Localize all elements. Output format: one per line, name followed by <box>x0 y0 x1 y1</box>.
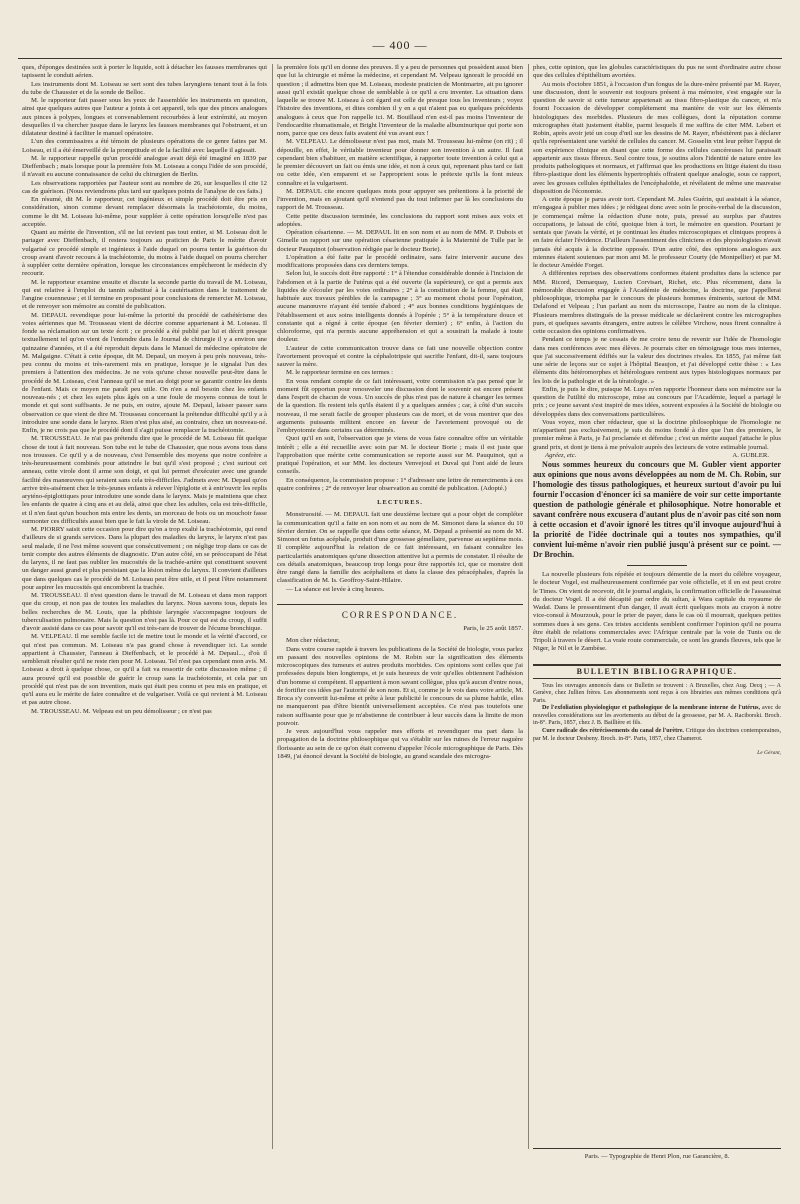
gerant-label: Le Gérant, <box>757 750 781 757</box>
top-rule <box>18 58 782 59</box>
bib-details: avec de nouvelles considérations sur les avortements au début de la grossesse, par M. A. Raciborski. Broch. in-8°. Paris, 1857, chez J. B. Baillière et fils. <box>533 705 781 727</box>
paragraph: Les observations rapportées par l'auteur sont au nombre de 26, sur lesquelles il cite 12 cas de guérison. (Nous reviendrons plus tard sur quelques points de l'analyse de ces faits.) <box>22 179 267 195</box>
bib-entry <box>533 728 781 743</box>
column-divider <box>528 64 529 1149</box>
letter-dateline: Paris, le 25 août 1857. <box>463 625 523 632</box>
bulletin-heading: BULLETIN BIBLIOGRAPHIQUE. <box>533 664 781 679</box>
paragraph: Je veux aujourd'hui vous rappeler mes efforts et revendiquer ma part dans la propagation de la doctrine philosophique qui va s'établir sur les ruines de l'erreur naguère florissante au sein de ce qu'on était convenu d'appeler l'école micrographique de Paris. Dès 1849, j'ai énoncé devant la Société de biologie, au grand scandale des microgra- <box>277 728 523 760</box>
letter-salutation: Mon cher rédacteur, <box>286 637 340 645</box>
column-2 <box>277 64 523 1154</box>
paragraph: M. TROUSSEAU. M. Velpeau est un peu démolisseur ; ce n'est pas <box>31 707 212 715</box>
bib-title: Cure radicale des rétrécissements du canal de l'urètre. <box>542 728 684 735</box>
imprint: Paris. — Typographie de Henri Plon, rue Garancière, 8. <box>533 1148 781 1160</box>
paragraph: Au mois d'octobre 1851, à l'occasion d'un fongus de la dure-mère présenté par M. Rayer, une discussion, dont le souvenir est toujours présent à ma mémoire, s'est engagée sur la question de savoir si cette tumeur appartenait au tissu fibro-plastique du cancer, et m'a fourni l'occasion de développer complétement ma manière de voir sur les éléments histologiques des morbides. Plusieurs de mes collègues, dont la réputation comme micrographes était justement établie, parmi lesquels il me suffira de citer MM. Lebert et Robin, après avoir jeté un coup d'œil sur les dessins de M. Rayer, n'hésitèrent pas à déclarer qu'ils représentaient une variété de cellules du cancer. M. Gosselin vint leur prêter l'appui de son expérience clinique en disant que cette forme des cellules cancéreuses lui paraissait appartenir aux tissus fibreux. Seul contre tous, je soutins alors l'identité de nature entre les produits pathologiques et normaux, et j'affirmai que les productions en litige étaient du tissu fibro-plastique dont les éléments hypertrophiés offraient quelque analogie, sous ce rapport, avec les grosses cellules épithéliales de l'encéphaloïde, et révélaient de même une mauvaise disposition de l'économie. <box>533 80 781 195</box>
paragraph: A cette époque je parus avoir tort. Cependant M. Jules Guérin, qui assistait à la séance, m'engagea à publier mes idées ; je rédigeai donc avec soin le procès-verbal de la discussion, je commençai même la rédaction d'une note, puis, pressé au surplus par d'autres occupations, je laissai de côté, quoique bien à tort, le mémoire en question. Pourtant je sentais que j'avais la vérité, et je continuai les études microscopiques et cliniques propres à en faire éclater l'évidence. D'ailleurs l'assentiment des cliniciens et des physiologistes n'avait jamais été acquis à la doctrine opposée. D'un autre côté, des opinions analogues aux miennes étaient soutenues par mon ami M. le professeur Courty (de Montpellier) et par M. le docteur Amédée Forget. <box>533 196 781 269</box>
paragraph: M. PIORRY saisit cette occasion pour dire qu'on a trop exalté la trachéotomie, qui rend d'ailleurs de si grands services. Dans la plupart des maladies du larynx, le larynx n'est pas seul malade, il ne l'est même souvent que consécutivement ; on néglige trop dans ce cas de tenir compte des autres éléments de diagnostic. D'un autre côté, en se préoccupant de l'état du larynx, il ne faut pas oublier les mucosités de la trachée-artère qui constituent souvent un danger aussi grand et plus persistant que la lésion même du larynx. Il convient d'ailleurs que dans quelques cas le procédé de M. Loiseau peut être utile, et il peut l'être notamment pour aspirer les mucosités qui encombrent la trachée. <box>22 526 267 591</box>
paragraph: phes, cette opinion, que les globules caractéristiques du pus ne sont d'ordinaire autre chose que des cellules d'épithélium avortées. <box>533 64 781 80</box>
paragraph: A différentes reprises des observations conformes étaient produites dans la science par MM. Ricord, Demarquay, Lucien Corvisart, Richet, etc. Plus récemment, dans la mémorable discussion engagée à l'Académie de médecine, la doctrine, que j'appellerai philosophique, triompha par le concours de plusieurs hommes éminents, surtout de MM. Delafond et Velpeau ; l'un parlant au nom du microscope, l'autre au nom de la clinique. Plusieurs membres distingués de la presse médicale se déclarèrent contre les micrographes purs, et quelques savants étrangers, entre autres le célèbre Virchow, nous firent connaître à cette occasion des opinions confirmatives. <box>533 270 781 335</box>
paragraph: M. le rapporteur termine en ces termes : <box>286 369 393 377</box>
paragraph: Vous voyez, mon cher rédacteur, que si la doctrine philosophique de l'homologie ne m'appartient pas exclusivement, je suis du moins fondé à dire que l'un des premiers, le premier même à Paris, je l'ai proclamée et défendue ; c'est un mérite auquel j'attache le plus grand prix, et dont je tiens à me prévaloir auprès des lecteurs de votre estimable journal. <box>533 418 781 451</box>
paragraph: Pendant ce temps je ne cessais de me croire tenu de revenir sur l'idée de l'homologie dans mes conférences avec mes élèves. Je pourrais citer en témoignage tous mes internes, que j'ai successivement édifiés sur la valeur des doctrines rivales. En 1855, j'ai même fait une série de leçons sur ce sujet à l'hôpital Beaujon, et j'ai développé cette thèse : « Les éléments dits hétéromorphes et hétérologues rentrent aux types histologiques normaux par les lois de la pathologie et de la tératologie. » <box>533 336 781 385</box>
page-number: — 400 — <box>372 38 428 52</box>
paragraph: M. VELPEAU. Le démolisseur n'est pas moi, mais M. Trousseau lui-même (on rit) ; il dépouille, en effet, le véritable inventeur pour donner son invention à un autre. Il faut cependant bien s'habituer, en matière scientifique, à rapporter toute invention à celui qui a le premier découvert un fait ou émis une idée, et non à ceux qui, reprenant plus tard ce fait ou cette idée, s'en emparent et se l'approprient sous le prétexte qu'ils la font mieux connaître et la vulgarisent. <box>277 138 523 187</box>
paragraph: M. le rapporteur fait passer sous les yeux de l'assemblée les instruments en question, ainsi que quelques autres que l'auteur a joints à cet appareil, tels que des pinces analogues aux pinces à polypes, longues et convenablement recourbées à leur extrémité, au moyen desquelles il va chercher jusque dans le larynx les fausses membranes qui l'obstruent, et un dilatateur destiné à faciliter le manuel opératoire. <box>22 97 267 137</box>
bib-title: De l'exfoliation physiologique et pathologique de la membrane interne de l'utérus, <box>542 705 760 712</box>
bib-entry <box>533 705 781 728</box>
paragraph: Opération césarienne. — M. DEPAUL lit en son nom et au nom de MM. P. Dubois et Gimelle un rapport sur une opération césarienne pratiquée à la Maternité de Tulle par le docteur Pauquinot (observation rédigée par le docteur Borie). <box>277 229 523 253</box>
separator <box>627 565 687 566</box>
paragraph: ques, d'éponges destinées soit à porter le liquide, soit à détacher les fausses membranes qui tapissent le conduit aérien. <box>22 64 267 80</box>
bulletin-intro: Tous les ouvrages annoncés dans ce Bulletin se trouvent : A Bruxelles, chez Aug. Decq ; — A Genève, chez Jullien frères. Les abonnements sont reçus à ces librairies aux mêmes conditions qu'à Paris. <box>533 682 781 704</box>
column-divider <box>272 64 273 1149</box>
signoff: Agréez, etc. <box>545 451 577 459</box>
signature: A. GUBLER. <box>732 451 769 459</box>
paragraph: En conséquence, la commission propose : 1° d'adresser une lettre de remerciments à ces quatre confrères ; 2° de renvoyer leur observation au comité de publication. (Adopté.) <box>277 476 523 492</box>
paragraph: L'un des commissaires a été témoin de plusieurs opérations de ce genre faites par M. Loiseau, et il a été émerveillé de la promptitude et de la facilité avec laquelle il agissait. <box>22 138 267 154</box>
paragraph: Les instruments dont M. Loiseau se sert sont des tubes laryngiens tenant tout à la fois du tube de Chaussier et de la sonde de Belloc. <box>22 80 267 96</box>
paragraph: Cette petite discussion terminée, les conclusions du rapport sont mises aux voix et adoptées. <box>277 212 523 228</box>
paragraph: Dans votre course rapide à travers les publications de la Société de biologie, vous parlez en passant des nouvelles opinions de M. Robin sur la signification des éléments microscopiques des tumeurs et autres produits morbides. Ces opinions sont celles que j'ai professées depuis bien longtemps, et je suis heureux de voir qu'elles obtiennent l'adhésion d'un homme si compétent. Il appartient à mon savant collègue, plus qu'à aucun d'entre nous, de fortifier ces idées par l'autorité de son nom. Et si, comme je le vois dans votre article, M. Broca s'y convertit lui-même et prête à leur publicité le concours de sa plume habile, elles ne manqueront pas d'être bientôt universellement acceptées. Ce n'est pas toutefois une raison suffisante pour que je m'abstienne de contribuer à leur succès dans la limite de mon pouvoir. <box>277 645 523 727</box>
editor-note: Nous sommes heureux du concours que M. Gubler vient apporter aux opinions que nous avons développées au nom de M. Ch. Robin, sur l'homologie des tissus pathologiques, et heureux surtout d'avoir pu lui fournir l'occasion d'énoncer ici sa manière de voir sur cette importante question de pathologie générale et philosophique. Notre honorable et savant confrère nous excusera d'autant plus de n'avoir pas cité son nom à cette occasion et d'avoir ignoré les titres qu'il invoque aujourd'hui à la priorité de l'idée doctrinale qui a toutes nos sympathies, qu'il convient lui-même n'avoir rien publié jusqu'à présent sur ce point. — Dr Brochin. <box>533 460 781 559</box>
paragraph: — La séance est levée à cinq heures. <box>286 585 385 593</box>
paragraph: M. TROUSSEAU. Je n'ai pas prétendu dire que le procédé de M. Loiseau fût quelque chose de tout à fait nouveau. Son tube est le tube de Chaussier, que nous avons tous dans nos trousses. Ce qu'il y a de nouveau, c'est l'ensemble des moyens que notre confrère a très-heureusement combinés pour atteindre le but qu'il s'est proposé ; c'est surtout cet anneau, cette virole dont il arme son doigt, et qui lui permet d'exécuter avec une grande facilité des manœuvres qui seraient sans cela très-difficiles. J'admets avec M. Depaul qu'on arrive très-aisément chez le très-jeunes enfants à relever l'épiglotte et à entr'ouvrir les replis aryténo-épiglottiques pour introduire une sonde dans le larynx. Mais je maintiens que chez les enfants de quatre à cinq ans et au delà, ainsi que chez les adultes, cela est très-difficile, et il n'en faut qu'un bouchon mis entre les dents, un morceau de bois ou un mouchoir fasse surmonter ces difficultés aussi bien que le fait la virole de M. Loiseau. <box>22 435 267 525</box>
paragraph: M. DEPAUL cite encore quelques mots pour appuyer ses prétentions à la priorité de l'invention, mais en ajoutant qu'il n'entend pas du tout infirmer par là les conclusions du rapport de M. Trousseau. <box>277 187 523 212</box>
paragraph: En vous rendant compte de ce fait intéressant, votre commission n'a pas pensé que le moment fût opportun pour renouveler une discussion dont le souvenir est encore présent dans l'esprit de chacun de vous. Un succès de plus n'est pas de nature à changer les termes de la question. Ils restent tels qu'ils étaient il y a quelques années ; car, à côté d'un succès nouveau, il me serait facile de grouper plusieurs cas de mort, et de vous montrer que des arguments puissants militent encore en faveur de l'avortement provoqué ou de l'embryotomie dans certains cas déterminés. <box>277 377 523 434</box>
paragraph: L'auteur de cette communication trouve dans ce fait une nouvelle objection contre l'avortement provoqué et contre la céphalotripsie qui sacrifie l'enfant, dit-il, sans toujours sauver la mère. <box>277 344 523 368</box>
column-1 <box>22 64 267 1154</box>
column-3 <box>533 64 781 1204</box>
paragraph: Selon lui, le succès doit être rapporté : 1° à l'étendue considérable donnée à l'incision de l'abdomen et à la partie de l'utérus qui a été ouverte (la supérieure), ce qui a permis aux liquides de s'écouler par les voies ordinaires ; 2° à la constitution de la femme, qui était habituée aux travaux pénibles de la campagne ; 3° au moment choisi pour l'opération, aucune manœuvre n'ayant été tentée d'abord ; 4° aux bonnes conditions hygiéniques de l'établissement et aux soins intelligents donnés à l'opérée ; 5° à la température douce et constante qui a régné à cette époque (en février dernier) ; 6° enfin, à l'action du chloroforme, qui n'a permis aucune appréhension et qui a soustrait la malade à toute douleur. <box>277 270 523 344</box>
paragraph: Quoi qu'il en soit, l'observation que je viens de vous faire connaître offre un véritable intérêt ; elle a été recueillie avec soin par M. le docteur Borie ; mais il est juste que l'approbation que mérite cette communication se reporte aussi sur M. Pauquinot, qui a pratiqué l'opération, et sur MM. les docteurs Venvejoul et Duval qui l'ont aidé de leurs conseils. <box>277 435 523 476</box>
news-paragraph: La nouvelle plusieurs fois répétée et toujours démentie de la mort du célèbre voyageur, le docteur Vogel, est malheureusement confirmée par voie officielle, et il en est peut croire le Times. On vient de recevoir, dit le journal anglais, la confirmation officielle de l'assassinat du docteur Vogel. Il a été décapité par ordre du sultan, à Wara capitale du royaume de Wadaï. Dans le pressentiment d'un danger, il avait écrit quelques mots au crayon à notre vice-consul à Mourzouk, pour le prier de payer, dans le cas où il mourrait, quelques petites sommes dues à ses gens. Ces tristes accidents semblent confirmer l'opinion qu'il ne pourra être établi de relations commerciales avec l'Afrique centrale par la voie de Tunis ou de Tripoli à travers le désert. La vraie route commerciale, ce sont les grands fleuves, tels que le Niger, le Nil et le Zambèse. <box>533 571 781 653</box>
paragraph: Monstruosité. — M. DEPAUL fait une deuxième lecture qui a pour objet de compléter la communication qu'il a faite en son nom et au nom de M. Simonot dans la séance du 10 février dernier. On se rappelle que dans cette séance, M. Depaul a présenté au nom de M. Simonot un fœtus acéphale, produit d'une grossesse gémellaire, parvenue au septième mois. Il complète aujourd'hui la relation de ce fait intéressant, en faisant connaître les particularités anatomiques qu'une dissection attentive lui a permis de constater. Il résulte de ces détails anatomiques, beaucoup trop longs pour être rapportés ici, que ce monstre doit être rangé dans la famille des acéphaliens et dans la classe des péracéphales, d'après la classification de M. Is. Geoffroy-Saint-Hilaire. <box>277 511 523 585</box>
section-heading-lectures: LECTURES. <box>377 499 423 506</box>
paragraph: Enfin, je puis le dire, puisque M. Luys m'en rapporte l'honneur dans son mémoire sur la question de l'utilité du microscope, mise au concours par l'Académie, lequel a partagé le prix ; ce jeune savant s'est inspiré de mes idées, souvent exposées à la Société de biologie ou développées dans des conversations particulières. <box>533 385 781 418</box>
paragraph: M. le rapporteur rappelle qu'un procédé analogue avait déjà été imaginé en 1839 par Dieffenbach ; mais lorsque pour la première fois M. Loiseau a conçu l'idée de son procédé, il n'avait eu aucune connaissance de celui du chirurgien de Berlin. <box>22 154 267 179</box>
paragraph: Quant au mérite de l'invention, s'il ne lui revient pas tout entier, si M. Loiseau doit le partager avec Dieffenbach, il restera toujours au praticien de Paris le mérite d'avoir vulgarisé ce procédé simple et ingénieux à l'aide duquel on pourra tenter la guérison du croup avant d'avoir recours à la trachéotomie, du moins à l'aide duquel on pourra chercher à suppléer cette dernière opération, lorsque les circonstances empêcheront le médecin d'y recourir. <box>22 229 267 278</box>
paragraph: M. VELPEAU. Il me semble facile ici de mettre tout le monde et la vérité d'accord, ce qui n'est pas commun. M. Loiseau n'a pas grand chose à revendiquer ici. La sonde appartient à Chaussier, l'anneau à Dieffenbach, et le procédé à M. Depaul..., d'où il semblerait résulter qu'il ne reste rien pour M. Loiseau. Tel n'est pas cependant mon avis. M. Loiseau a droit à quelque chose, ce qu'il a fait va ressortir de cette discussion même ; il aura prouvé qu'il est possible de guérir le croup sans la trachéotomie, et cela par un procédé qui n'est pas de son invention, mais qui était peu connu et peu mis en pratique, et qu'il aura eu le mérite de faire connaître et de vulgariser. Voilà ce qui revient à M. Loiseau et pas autre chose. <box>22 633 267 707</box>
paragraph: M. TROUSSEAU. Il n'est question dans le travail de M. Loiseau et dans mon rapport que du croup, et non pas de toutes les maladies du larynx. Nous savons tous, depuis les belles recherches de M. Louis, que la phthisie laryngée s'accompagne toujours de tuberculisation pulmonaire. Mais la question n'est pas là. Pour ce qui est du croup, il suffit d'avoir assisté dans ce cas pour savoir qu'il est très-rare de trouver de l'écume bronchique. <box>22 592 267 632</box>
paragraph: la première fois qu'il en donne des preuves. Il y a peu de personnes qui possèdent aussi bien que lui la chirurgie et même la médecine, et cependant M. Velpeau ignorait le procédé en question ; il admettra bien que M. Loiseau, modeste praticien de Montmartre, ait pu ignorer aussi qu'il existât quelque chose de semblable à ce qu'il a cru inventer. La situation dans laquelle se trouve M. Loiseau à cet égard est celle de presque tous les inventeurs ; voyez l'histoire des inventions, et dites combien il y en a qui n'aient pas eu quelques précédents analogues à ceux que l'on rappelle ici. M. Bouillaud n'en est-il pas moins l'inventeur de l'endocardite rhumatismale, et Bright l'inventeur de la maladie albuminurique qui porte son nom, parce que ces deux faits avaient été vus avant eux ! <box>277 64 523 137</box>
paragraph: M. le rapporteur examine ensuite et discute la seconde partie du travail de M. Loiseau, qui est relative à l'emploi du tannin substitué à la cautérisation dans le traitement de l'angine couenneuse ; et il termine en proposant pour conclusions de remercier M. Loiseau, et de renvoyer son mémoire au comité de publication. <box>22 278 267 311</box>
paragraph: M. DEPAUL revendique pour lui-même la priorité du procédé de cathétérisme des voies aériennes que M. Trousseau vient de décrire comme appartenant à M. Loiseau. Il fonde sa réclamation sur un texte écrit ; ce procédé a été publié par lui et décrit presque textuellement tel qu'on vient de l'entendre dans le Journal de chirurgie il y a environ une quinzaine d'années, et il a été reproduit depuis dans le Manuel de médecine opératoire de M. Malgaigne. C'était à cette époque, dit M. Depaul, un moyen à peu près nouveau, très-peu connu du moins et très-rarement mis en pratique, lorsque je le signalai l'un des premiers à l'attention des médecins. Je ne vois qu'une chose nouvelle peut-être dans le procédé de M. Loiseau, c'est l'anneau qu'il se met au doigt pour se garantir contre les dents de l'enfant. Mais ce moyen me paraît peu utile. On n'en a nul besoin chez les enfants nouveau-nés ; et chez les sujets plus âgés on a une foule de moyens connus de tout le monde et qui sont suffisants. Je ne puis, en outre, ajoute M. Depaul, laisser passer sans observation ce que vient de dire M. Trousseau concernant la prétendue difficulté qu'il y a à introduire une sonde dans le larynx. Rien n'est plus aisé, au contraire, chez un nouveau-né. Enfin, je ne crois pas que le procédé dont il s'agit puisse remplacer la trachéotomie. <box>22 311 267 434</box>
bib-details: Critique des doctrines contemporaines, par M. le docteur Desbeny. Broch. in-8°. Paris, 1857, chez Chamerot. <box>533 728 781 742</box>
paragraph: L'opération a été faite par le procédé ordinaire, sans faire intervenir aucune des modifications proposées dans ces derniers temps. <box>277 253 523 269</box>
section-heading-correspondance: CORRESPONDANCE. <box>277 604 523 619</box>
letter-signature <box>533 452 781 460</box>
paragraph: En résumé, dit M. le rapporteur, cet ingénieux et simple procédé doit être pris en considération, sinon comme devant remplacer désormais la trachéotomie, du moins, comme le dit M. Loiseau lui-même, pour suppléer à cette opération lorsqu'elle n'est pas acceptée. <box>22 196 267 228</box>
